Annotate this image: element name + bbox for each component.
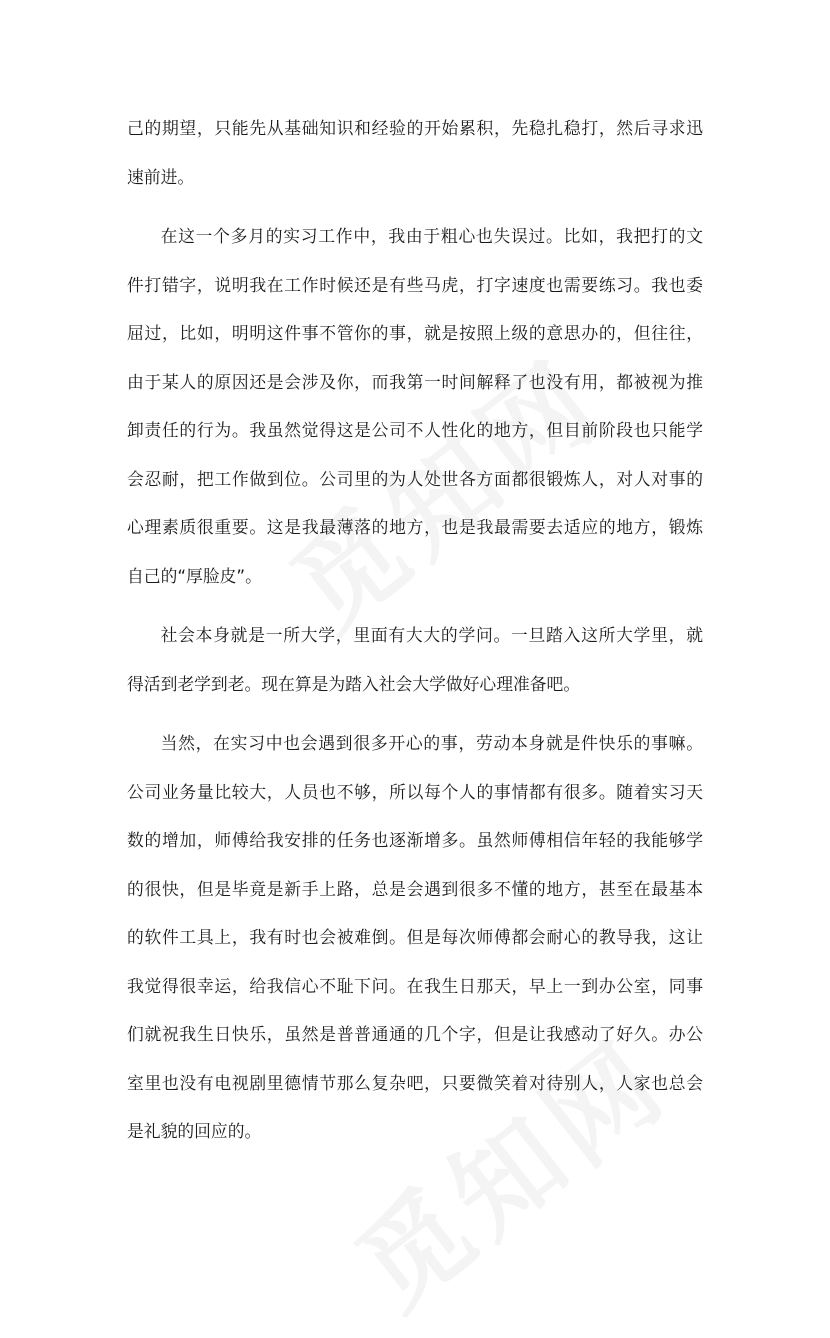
text-line: 自己的“厚脸皮”。 [127,565,262,586]
text-line: 屈过，比如，明明这件事不管你的事，就是按照上级的意思办的，但往往， [127,323,703,343]
text-line: 室里也没有电视剧里德情节那么复杂吧，只要微笑着对待别人，人家也总会 [127,1072,703,1093]
text-line: 己的期望，只能先从基础知识和经验的开始累积，先稳扎稳打，然后寻求迅 [127,118,703,138]
text-line: 数的增加，师傅给我安排的任务也逐渐增多。虽然师傅相信年轻的我能够学 [127,830,703,850]
text-line: 由于某人的原因还是会涉及你，而我第一时间解释了也没有用，都被视为推 [127,371,703,392]
text-line: 在这一个多月的实习工作中，我由于粗心也失误过。比如，我把打的文 [160,226,703,246]
text-line: 速前进。 [127,166,195,187]
text-line: 是礼貌的回应的。 [127,1121,262,1141]
text-line: 得活到老学到老。现在算是为踏入社会大学做好心理准备吧。 [127,673,581,694]
text-line: 公司业务量比较大，人员也不够，所以每个人的事情都有很多。随着实习天 [127,781,703,802]
paragraph [127,719,703,1156]
text-line: 我觉得很幸运，给我信心不耻下问。在我生日那天，早上一到办公室，同事 [127,975,703,996]
document-body [127,104,703,1167]
text-line: 的软件工具上，我有时也会被难倒。但是每次师傅都会耐心的教导我，这让 [127,927,703,947]
text-line: 们就祝我生日快乐，虽然是普普通通的几个字，但是让我感动了好久。办公 [127,1024,703,1044]
paragraph [127,212,703,600]
text-line: 卸责任的行为。我虽然觉得这是公司不人性化的地方，但目前阶段也只能学 [127,420,703,440]
paragraph [127,104,703,201]
text-line: 当然，在实习中也会遇到很多开心的事，劳动本身就是件快乐的事嘛。 [160,733,703,753]
text-line: 心理素质很重要。这是我最薄落的地方，也是我最需要去适应的地方，锻炼 [127,517,703,537]
paragraph [127,611,703,708]
text-line: 社会本身就是一所大学，里面有大大的学问。一旦踏入这所大学里，就 [160,625,703,645]
text-line: 的很快，但是毕竟是新手上路，总是会遇到很多不懂的地方，甚至在最基本 [127,878,703,899]
text-line: 会忍耐，把工作做到位。公司里的为人处世各方面都很锻炼人，对人对事的 [127,468,703,489]
text-line: 件打错字，说明我在工作时候还是有些马虎，打字速度也需要练习。我也委 [127,274,703,295]
